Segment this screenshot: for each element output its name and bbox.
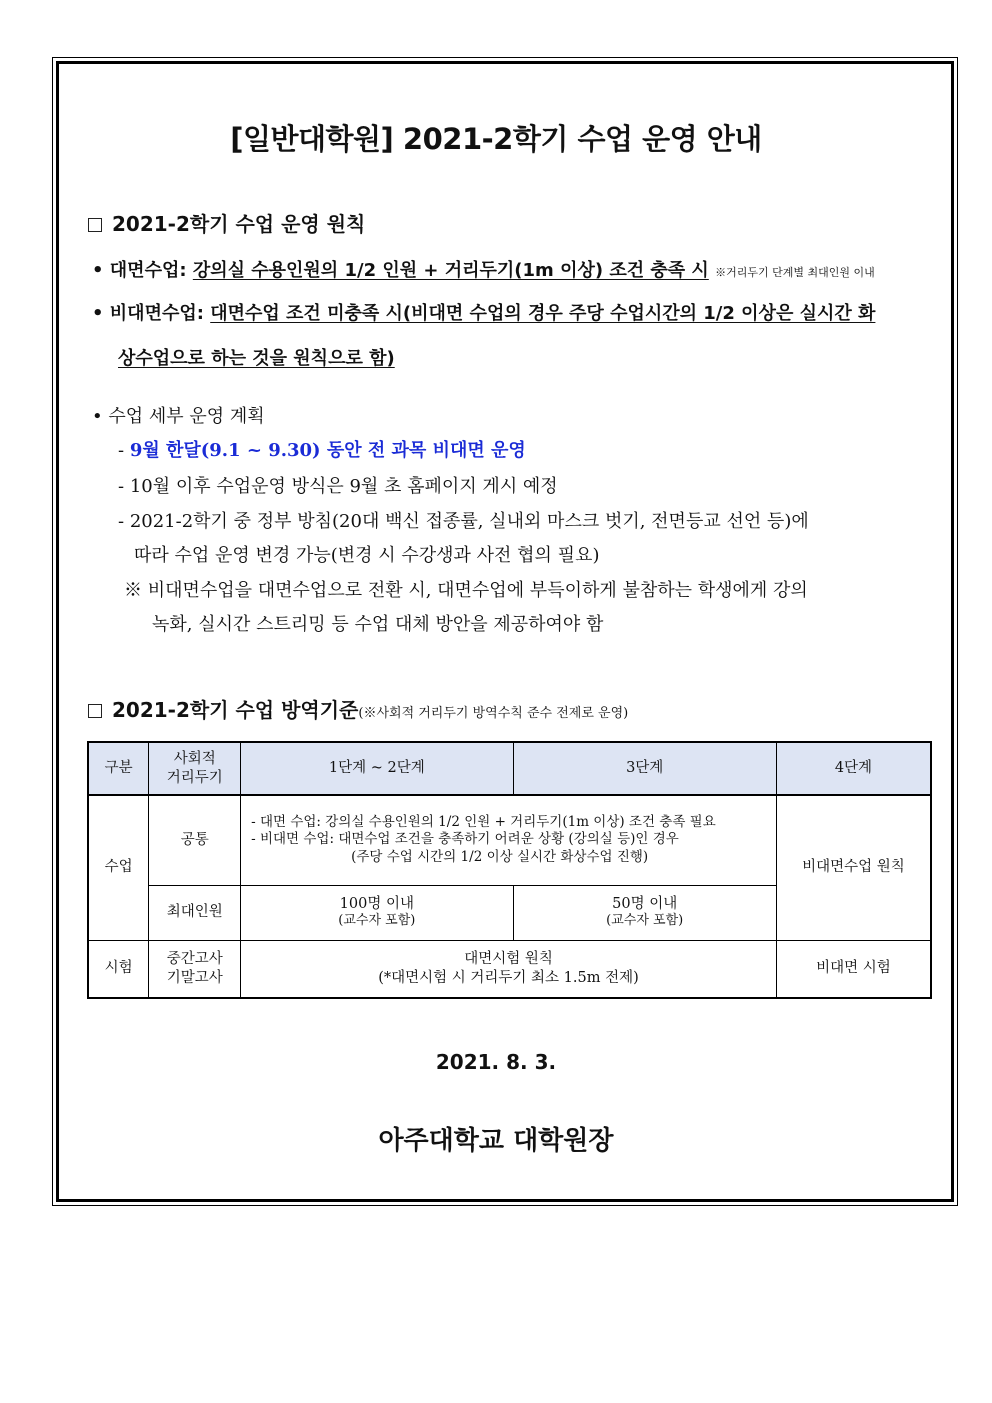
checkbox-icon [88, 218, 102, 232]
exam-label: 시험 [88, 940, 149, 998]
max-label: 최대인원 [149, 885, 241, 940]
plan-item-3-cont: 따라 수업 운영 변경 가능(변경 시 수강생과 사전 협의 필요) [134, 545, 600, 566]
th-stage3: 3단계 [513, 742, 776, 795]
document-date: 2021. 8. 3. [435, 1050, 557, 1074]
rules-table [87, 741, 932, 999]
signature: 아주대학교 대학원장 [378, 1126, 614, 1156]
th-category: 구분 [88, 742, 149, 795]
exam-types: 중간고사 기말고사 [149, 940, 241, 998]
face-to-face-line: • 대면수업: 강의실 수용인원의 1/2 인원 + 거리두기(1m 이상) 조건 충족 시 ※거리두기 단계별 최대인원 이내 [92, 260, 875, 281]
checkbox-icon [88, 704, 102, 718]
plan-note: ※ 비대면수업을 대면수업으로 전환 시, 대면수업에 부득이하게 불참하는 학생에게 강의 [124, 580, 808, 601]
table-header-row [88, 742, 931, 795]
th-stage4: 4단계 [776, 742, 931, 795]
max-stage3: 50명 이내 (교수자 포함) [513, 885, 776, 940]
section2-heading: 2021-2학기 수업 방역기준(※사회적 거리두기 방역수칙 준수 전제로 운영) [88, 694, 628, 723]
stage4-class: 비대면수업 원칙 [776, 795, 931, 940]
table-row [88, 795, 931, 885]
bullet-icon: • [92, 303, 104, 324]
common-label: 공통 [149, 795, 241, 885]
plan-heading: • 수업 세부 운영 계획 [92, 406, 265, 427]
page-title: [일반대학원] 2021-2학기 수업 운영 안내 [230, 122, 762, 156]
th-distancing: 사회적 거리두기 [149, 742, 241, 795]
bullet-icon: • [92, 260, 104, 281]
common-rules: - 대면 수업: 강의실 수용인원의 1/2 인원 + 거리두기(1m 이상) 조건 충족 필요 - 비대면 수업: 대면수업 조건을 충족하기 어려운 상황 (강의실 등)인 경우 (주당 수업 시간의 1/2 이상 실시간 화상수업 진행) [241, 795, 777, 885]
plan-note-cont: 녹화, 실시간 스트리밍 등 수업 대체 방안을 제공하여야 함 [152, 614, 604, 635]
plan-item-3: - 2021-2학기 중 정부 방침(20대 백신 접종률, 실내외 마스크 벗기, 전면등교 선언 등)에 [118, 511, 809, 532]
plan-item-1: - 9월 한달(9.1 ~ 9.30) 동안 전 과목 비대면 운영 [118, 440, 526, 461]
stage4-exam: 비대면 시험 [776, 940, 931, 998]
table-row [88, 940, 931, 998]
plan-item-2: - 10월 이후 수업운영 방식은 9월 초 홈페이지 게시 예정 [118, 476, 558, 497]
th-stage12: 1단계 ~ 2단계 [241, 742, 513, 795]
max-stage12: 100명 이내 (교수자 포함) [241, 885, 513, 940]
exam-rules: 대면시험 원칙 (*대면시험 시 거리두기 최소 1.5m 전제) [241, 940, 777, 998]
non-face-line-2: 상수업으로 하는 것을 원칙으로 함) [118, 348, 395, 369]
non-face-line: • 비대면수업: 대면수업 조건 미충족 시(비대면 수업의 경우 주당 수업시간의 1/2 이상은 실시간 화 [92, 303, 876, 324]
class-label: 수업 [88, 795, 149, 940]
section1-heading: 2021-2학기 수업 운영 원칙 [88, 208, 365, 237]
bullet-icon: • [92, 406, 103, 427]
